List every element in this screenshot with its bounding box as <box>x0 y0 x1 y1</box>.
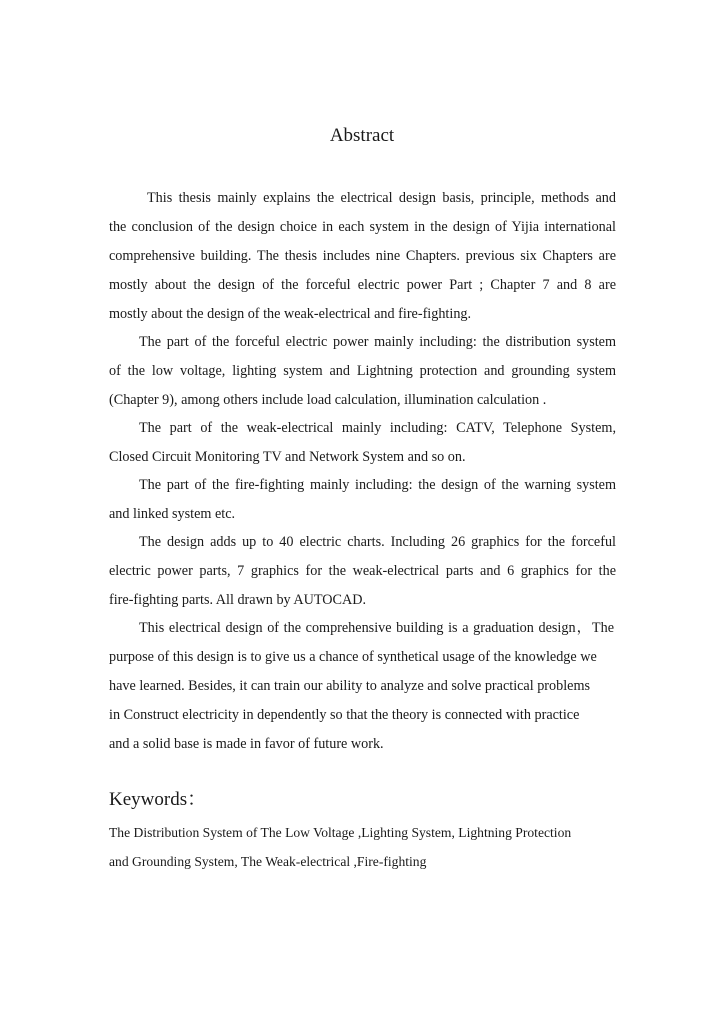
paragraph-4-line-1: The part of the fire-fighting mainly including: the design of the warning system <box>139 477 616 493</box>
paragraph-3-line-2: Closed Circuit Monitoring TV and Network System and so on. <box>109 449 466 465</box>
paragraph-1-line-5: mostly about the design of the weak-electrical and fire-fighting. <box>109 306 472 322</box>
keywords-line-1: The Distribution System of The Low Voltage ,Lighting System, Lightning Protection <box>109 825 572 840</box>
paragraph-2-line-1: The part of the forceful electric power mainly including: the distribution system <box>139 334 616 350</box>
paragraph-4-line-2: and linked system etc. <box>109 506 236 522</box>
paragraph-1-line-3: comprehensive building. The thesis includes nine Chapters. previous six Chapters are <box>109 248 616 264</box>
paragraph-5-line-3: fire-fighting parts. All drawn by AUTOCAD. <box>109 592 367 608</box>
paragraph-2-line-3: (Chapter 9), among others include load calculation, illumination calculation . <box>109 392 547 408</box>
keywords-line-2: and Grounding System, The Weak-electrical ,Fire-fighting <box>109 854 427 869</box>
paragraph-6-line-1: This electrical design of the comprehensive building is a graduation design，The <box>139 620 614 636</box>
paragraph-6-line-2: purpose of this design is to give us a chance of synthetical usage of the knowledge we <box>109 649 597 665</box>
paragraph-6-line-4: in Construct electricity in dependently so that the theory is connected with practice <box>109 707 580 723</box>
abstract-title: Abstract <box>329 125 395 146</box>
paragraph-2-line-2: of the low voltage, lighting system and Lightning protection and grounding system <box>109 363 616 379</box>
paragraph-5-line-1: The design adds up to 40 electric charts. Including 26 graphics for the forceful <box>139 534 616 550</box>
paragraph-1-line-1: This thesis mainly explains the electrical design basis, principle, methods and <box>147 190 616 206</box>
paragraph-1-line-4: mostly about the design of the forceful electric power Part ; Chapter 7 and 8 are <box>109 277 616 293</box>
keywords-heading: Keywords： <box>109 789 207 810</box>
paragraph-5-line-2: electric power parts, 7 graphics for the weak-electrical parts and 6 graphics for the <box>109 563 616 579</box>
paragraph-3-line-1: The part of the weak-electrical mainly including: CATV, Telephone System, <box>139 420 616 436</box>
paragraph-6-line-5: and a solid base is made in favor of future work. <box>109 736 384 752</box>
paragraph-1-line-2: the conclusion of the design choice in each system in the design of Yijia international <box>109 219 616 235</box>
paragraph-6-line-3: have learned. Besides, it can train our ability to analyze and solve practical problems <box>109 678 591 694</box>
